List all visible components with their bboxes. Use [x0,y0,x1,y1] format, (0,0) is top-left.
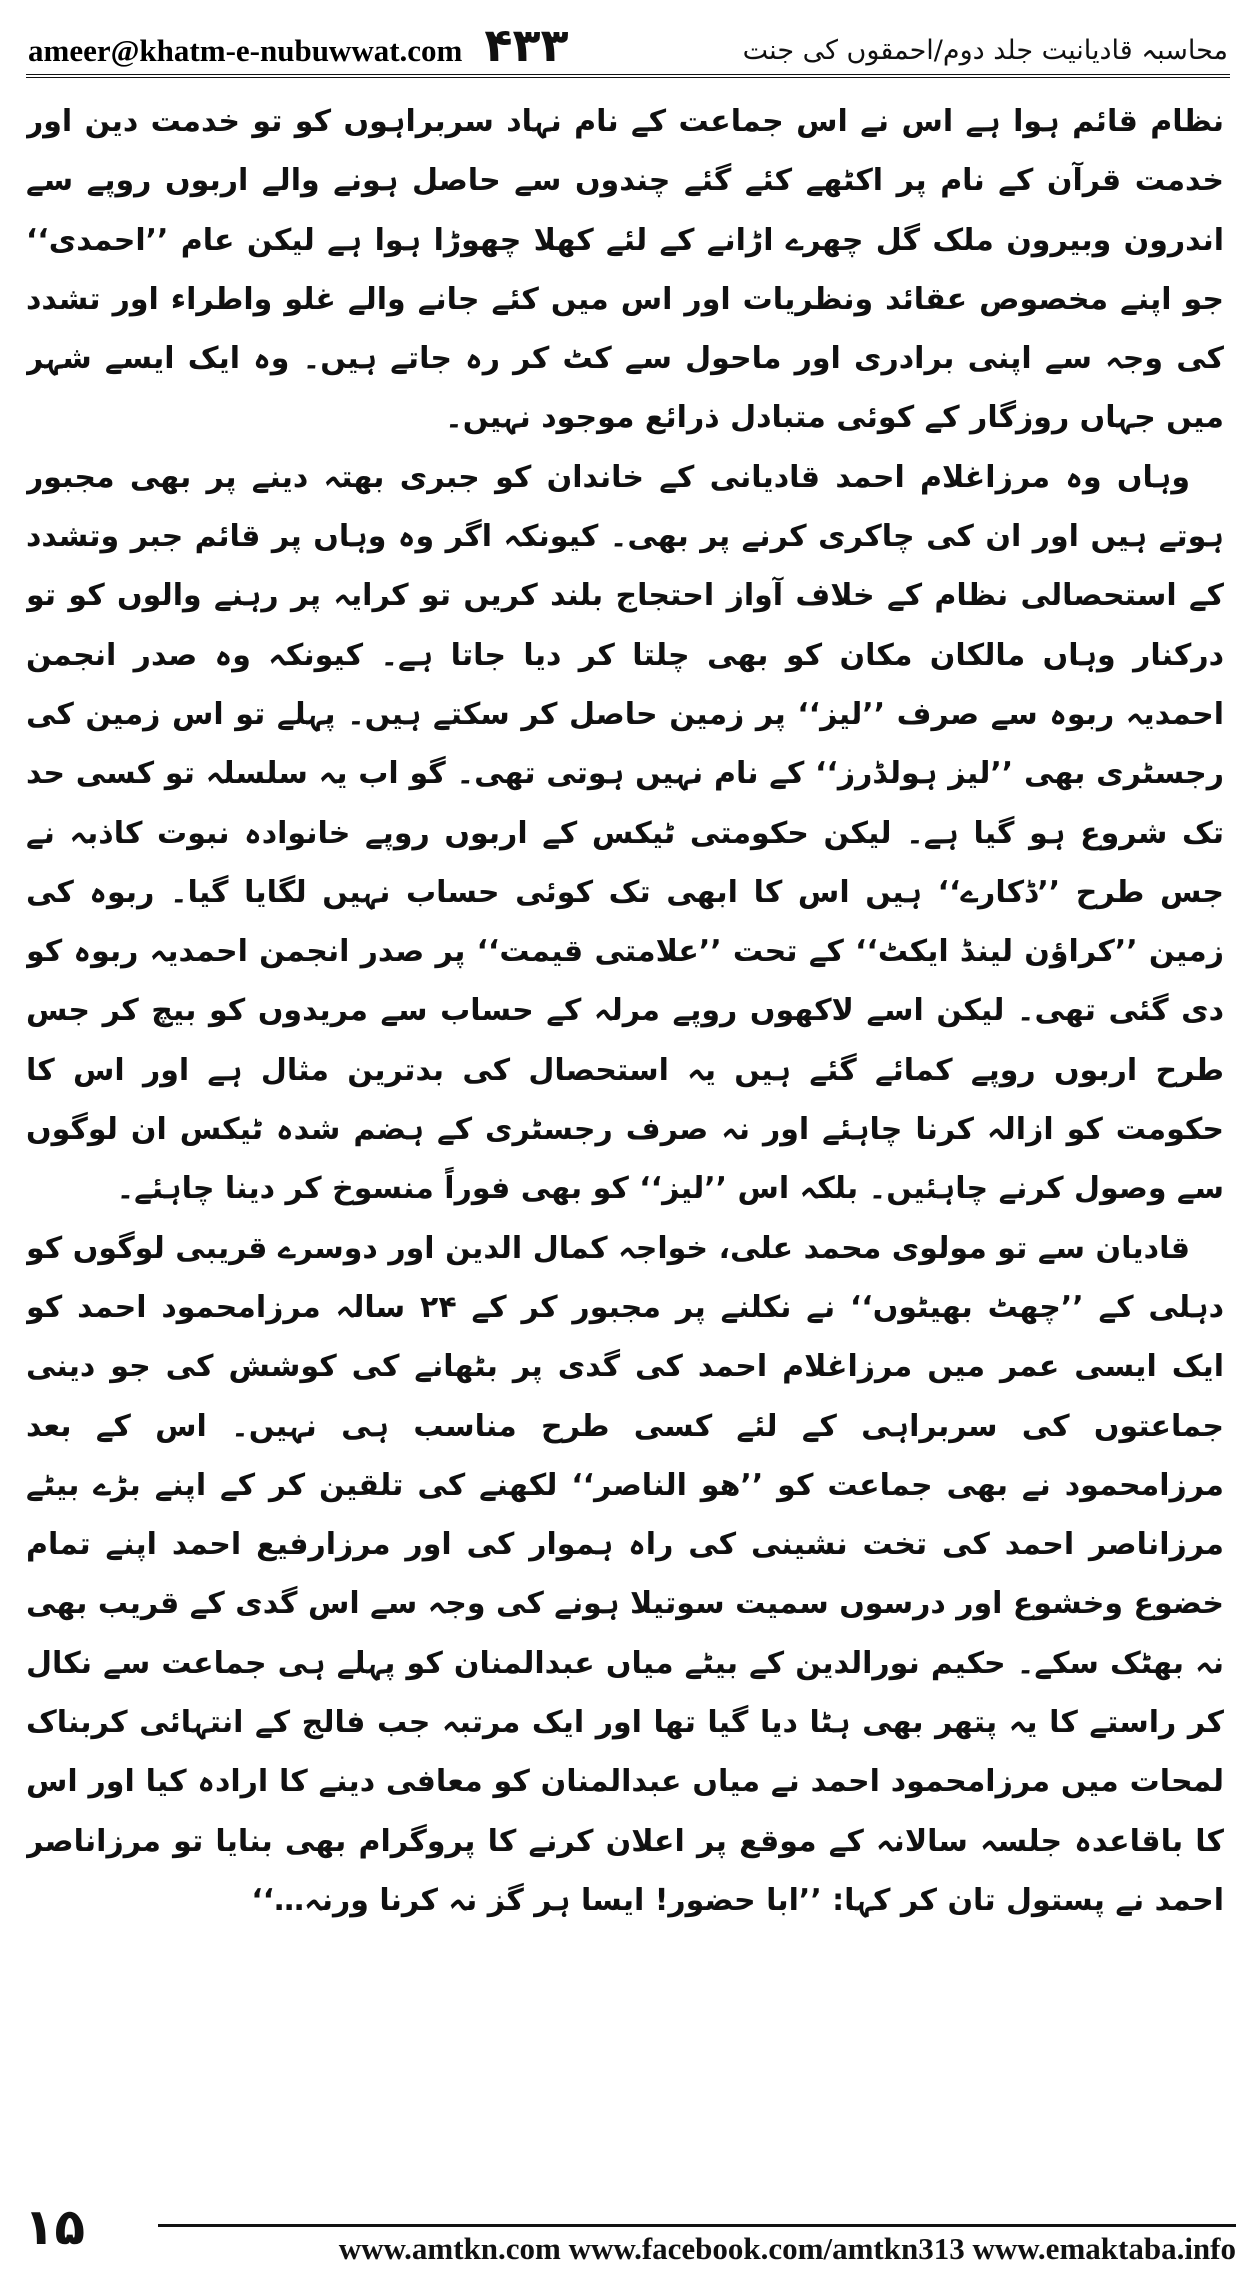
header-email: ameer@khatm-e-nubuwwat.com [28,33,463,68]
body-text [26,92,1224,2172]
paragraph-3: قادیان سے تو مولوی محمد علی، خواجہ کمال الدین اور دوسرے قریبی لوگوں کو دہلی کے ’’چھٹ بھیٹوں‘‘ نے نکلنے پر مجبور کر کے ۲۴ سالہ مرزامحمود احمد کو ایک ایسی عمر میں مرزاغلام احمد کی گدی پر بٹھانے کی کوشش کی جو دینی جماعتوں کی سربراہی کے لئے کسی طرح مناسب ہی نہیں۔ اس کے بعد مرزامحمود نے بھی جماعت کو ’’ھو الناصر‘‘ لکھنے کی تلقین کر کے اپنے بڑے بیٹے مرزاناصر احمد کی تخت نشینی کی راہ ہموار کی اور مرزارفیع احمد اپنے تمام خضوع وخشوع اور درسوں سمیت سوتیلا ہونے کی وجہ سے اس گدی کے قریب بھی نہ بھٹک سکے۔ حکیم نورالدین کے بیٹے میاں عبدالمنان کو پہلے ہی جماعت سے نکال کر راستے کا یہ پتھر بھی ہٹا دیا گیا تھا اور ایک مرتبہ جب فالج کے انتہائی کربناک لمحات میں مرزامحمود احمد نے میاں عبدالمنان کو معافی دینے کا ارادہ کیا اور اس کا باقاعدہ جلسہ سالانہ کے موقع پر اعلان کرنے کا پروگرام بھی بنایا تو مرزاناصر احمد نے پستول تان کر کہا: ’’ابا حضور! ایسا ہر گز نہ کرنا ورنہ…‘‘ [26,1230,1224,1918]
page-footer [8,2196,1252,2268]
footer-divider [158,2224,1236,2227]
footer-links: www.amtkn.com www.facebook.com/amtkn313 www.emaktaba.info [338,2231,1236,2266]
paragraph-1: نظام قائم ہوا ہے اس نے اس جماعت کے نام نہاد سربراہوں کو تو خدمت دین اور خدمت قرآن کے نام پر اکٹھے کئے گئے چندوں سے حاصل ہونے والے اربوں روپے سے اندرون وبیرون ملک گل چھرے اڑانے کے لئے کھلا چھوڑا ہوا ہے لیکن عام ’’احمدی‘‘ جو اپنے مخصوص عقائد ونظریات اور اس میں کئے جانے والے غلو واطراء اور تشدد کی وجہ سے اپنی برادری اور ماحول سے کٹ کر رہ جاتے ہیں۔ وہ ایک ایسے شہر میں جہاں روزگار کے کوئی متبادل ذرائع موجود نہیں۔ [26,104,1224,436]
paragraph-2: وہاں وہ مرزاغلام احمد قادیانی کے خاندان کو جبری بھتہ دینے پر بھی مجبور ہوتے ہیں اور ان کی چاکری کرنے پر بھی۔ کیونکہ اگر وہ وہاں پر قائم جبر وتشدد کے استحصالی نظام کے خلاف آواز احتجاج بلند کریں تو کرایہ پر رہنے والوں کو تو درکنار وہاں مالکان مکان کو بھی چلتا کر دیا جاتا ہے۔ کیونکہ وہ صدر انجمن احمدیہ ربوہ سے صرف ’’لیز‘‘ پر زمین حاصل کر سکتے ہیں۔ پہلے تو اس زمین کی رجسٹری بھی ’’لیز ہولڈرز‘‘ کے نام نہیں ہوتی تھی۔ گو اب یہ سلسلہ تو کسی حد تک شروع ہو گیا ہے۔ لیکن حکومتی ٹیکس کے اربوں روپے خانوادہ نبوت کاذبہ نے جس طرح ’’ڈکارے‘‘ ہیں اس کا ابھی تک کوئی حساب نہیں لگایا گیا۔ ربوہ کی زمین ’’کراؤن لینڈ ایکٹ‘‘ کے تحت ’’علامتی قیمت‘‘ پر صدر انجمن احمدیہ ربوہ کو دی گئی تھی۔ لیکن اسے لاکھوں روپے مرلہ کے حساب سے مریدوں کو بیچ کر جس طرح اربوں روپے کمائے گئے ہیں یہ استحصال کی بدترین مثال ہے اور اس کا حکومت کو ازالہ کرنا چاہئے اور نہ صرف رجسٹری کے ہضم شدہ ٹیکس ان لوگوں سے وصول کرنے چاہئیں۔ بلکہ اس ’’لیز‘‘ کو بھی فوراً منسوخ کر دینا چاہئے۔ [26,459,1224,1207]
page-header [28,6,1228,72]
header-left-group [28,18,569,72]
header-divider [26,74,1230,78]
header-book-title: محاسبہ قادیانیت جلد دوم/احمقوں کی جنت [742,35,1228,66]
header-page-number: ۴۳۳ [484,18,569,72]
footer-page-number: ۱۵ [24,2198,86,2256]
